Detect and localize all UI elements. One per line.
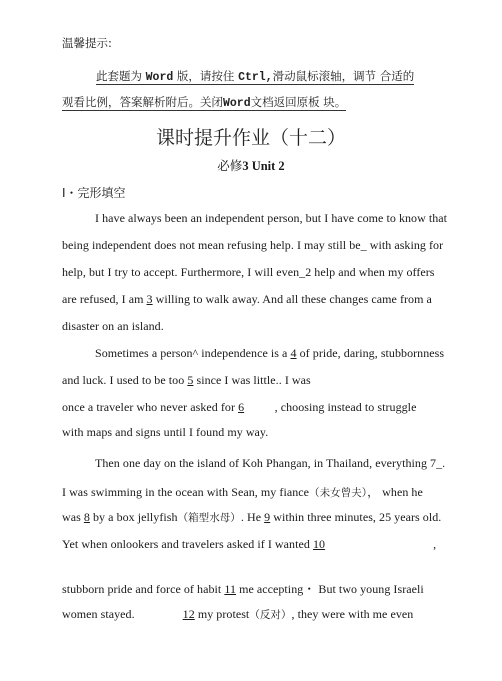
blank-number: 8 — [83, 510, 90, 524]
blank-number: 9 — [264, 510, 271, 524]
blank-number: 10 — [312, 537, 326, 551]
page-subtitle: 必修3 Unit 2 — [217, 158, 285, 173]
passage-line: and luck. I used to be too 5 since I was little.. I was — [62, 373, 311, 387]
passage-line: I was swimming in the ocean with Sean, my fiance（未女曾夫）， when he — [62, 485, 423, 499]
passage-line: women stayed. 12 my protest（反对）, they were with me even — [62, 607, 414, 621]
tip-line-1 — [96, 68, 414, 84]
passage-line: Yet when onlookers and travelers asked if I wanted 10 , — [62, 537, 437, 551]
tip-line-2 — [62, 94, 346, 110]
blank-number: 12 — [182, 607, 195, 621]
passage-line: Then one day on the island of Koh Phangan, in Thailand, everything 7_. — [95, 456, 446, 470]
passage-line: being independent does not mean refusing help. I may still be_ with asking for — [62, 238, 444, 252]
passage-line: help, but I try to accept. Furthermore, I will even_2 help and when my offers — [62, 265, 435, 279]
passage-line: are refused, I am 3 willing to walk away. And all these changes came from a — [62, 292, 432, 306]
blank-number: 6 — [238, 400, 245, 414]
passage-line: I have always been an independent person, but I have come to know that — [95, 211, 448, 225]
blank-number: 5 — [187, 373, 194, 387]
tip-line-2-text: 观看比例，答案解析附后。关闭Word文档返回原板 块。 — [62, 95, 347, 110]
passage-line: disaster on an island. — [62, 319, 164, 333]
page-title: 课时提升作业（十二） — [155, 127, 346, 149]
tip-label: 温馨提示: — [62, 36, 112, 50]
blank-number: 11 — [224, 582, 236, 596]
passage-line: Sometimes a person^ independence is a 4 of pride, daring, stubbornness — [95, 346, 445, 360]
blank-number: 4 — [290, 346, 297, 360]
passage-line: stubborn pride and force of habit 11 me accepting・ But two young Israeli — [62, 582, 424, 596]
section-heading: I・完形填空 — [62, 186, 126, 200]
passage-line: once a traveler who never asked for 6 , choosing instead to struggle — [62, 400, 417, 414]
passage-line: was 8 by a box jellyfish（箱型水母）. He 9 within three minutes, 25 years old. — [62, 510, 442, 524]
passage-line: with maps and signs until I found my way. — [62, 425, 269, 439]
blank-number: 3 — [146, 292, 153, 306]
tip-line-1-text: 此套题为 Word 版，请按住 Ctrl,滑动鼠标滚轴，调节 合适的 — [96, 69, 415, 84]
